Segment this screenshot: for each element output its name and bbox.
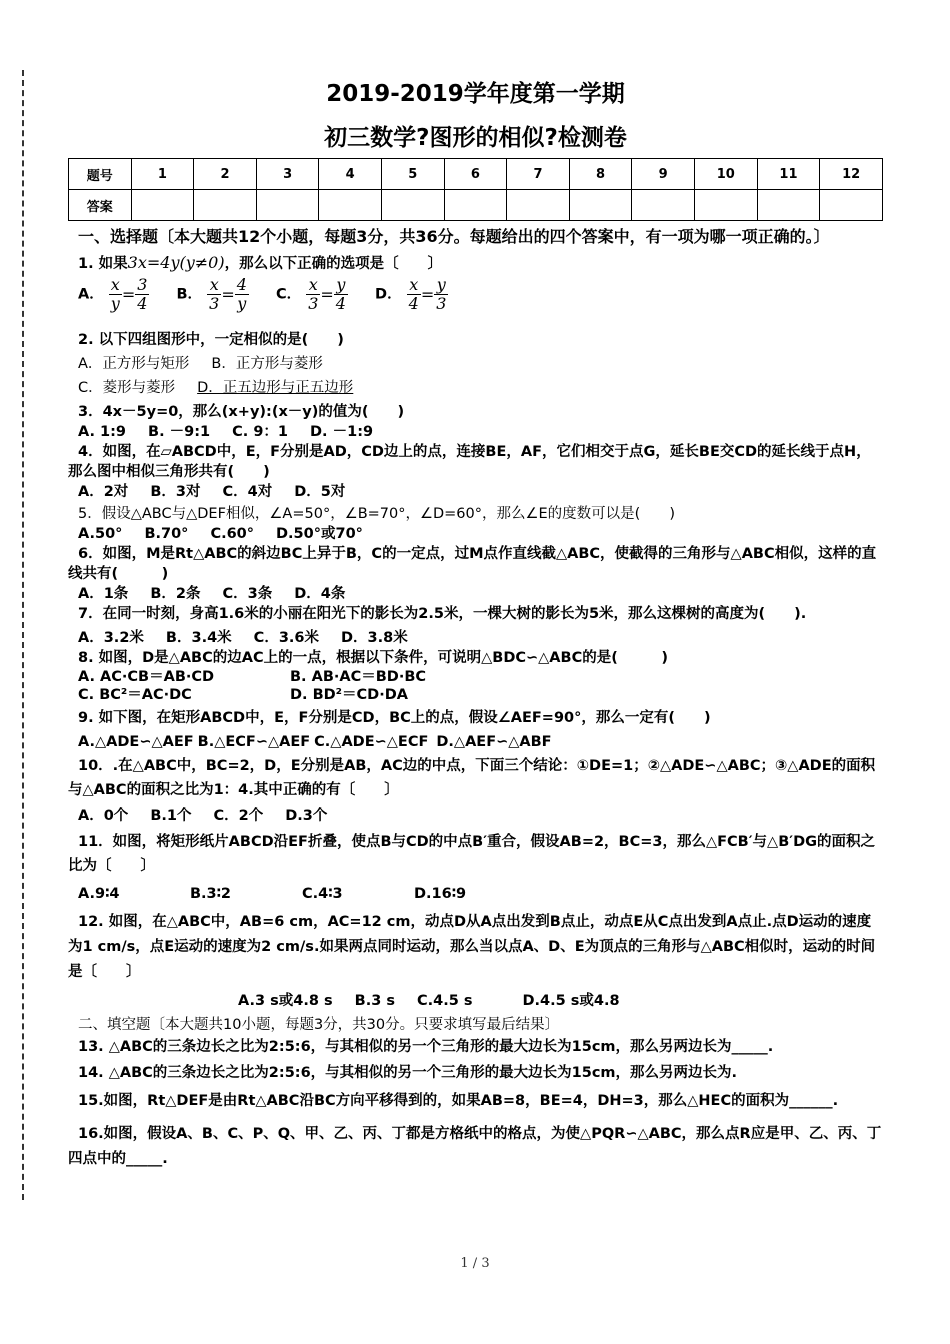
q2-option-b: B．正方形与菱形: [211, 356, 323, 372]
question-5-stem: 5．假设△ABC与△DEF相似，∠A=50°，∠B=70°，∠D=60°，那么∠E的度数可以是( ): [78, 506, 675, 522]
question-14: 14. △ABC的三条边长之比为2:5:6，与其相似的另一个三角形的最大边长为15cm，那么另两边长为.: [78, 1065, 738, 1081]
q1-option-d: D． $\frac{x}{4}$ = $\frac{y}{3}$: [375, 275, 447, 313]
answer-table-number: 4: [319, 159, 382, 190]
q8-option-b: B. AB·AC＝BD·BC: [290, 669, 427, 685]
question-15: 15.如图，Rt△DEF是由Rt△ABC沿BC方向平移得到的，如果AB=8，BE=4，DH=3，那么△HEC的面积为______.: [78, 1093, 839, 1109]
q1-option-label: B．: [176, 286, 203, 303]
q6-option: C．3条: [222, 586, 273, 602]
q6-option: B．2条: [150, 586, 201, 602]
q9-option: D.△AEF∽△ABF: [436, 734, 552, 750]
exam-page: [68, 72, 883, 1172]
question-10-options: [68, 806, 883, 826]
question-6-options: [68, 584, 883, 604]
question-8-stem: 8. 如图，D是△ABC的边AC上的一点，根据以下条件，可说明△BDC∽△ABC的是( ): [78, 650, 668, 666]
answer-table-row-label: 题号: [69, 159, 132, 190]
q1-suffix: ，那么以下正确的选项是〔 〕: [224, 256, 443, 272]
q12-option: A.3 s或4.8 s: [238, 993, 333, 1009]
question-8-options-row2: [68, 686, 883, 704]
q1-paren: (y≠0): [179, 253, 225, 272]
q11-option: D.16∶9: [414, 886, 467, 902]
page-title: 2019-2019学年度第一学期: [326, 81, 625, 107]
answer-table-number: 2: [194, 159, 257, 190]
question-2-options-row2: [68, 378, 883, 398]
q7-option: B．3.4米: [165, 630, 232, 646]
page-subtitle: 初三数学?图形的相似?检测卷: [324, 125, 627, 151]
q12-option: D.4.5 s或4.8: [522, 993, 620, 1009]
q5-option: C.60°: [210, 526, 255, 542]
q7-option: D．3.8米: [341, 630, 408, 646]
question-9-stem: 9. 如下图，在矩形ABCD中，E，F分别是CD，BC上的点，假设∠AEF=90°，那么一定有( ): [78, 710, 711, 726]
fraction: $\frac{y}{4}$: [335, 275, 346, 313]
q1-option-label: D．: [375, 286, 402, 303]
answer-table-number: 9: [632, 159, 695, 190]
fraction: $\frac{x}{y}$: [110, 275, 120, 313]
q3-option: B. －9:1: [148, 424, 211, 440]
q10-option: A．0个: [78, 808, 129, 824]
q2-option-c: C．菱形与菱形: [78, 380, 176, 396]
question-6-stem: 6．如图，M是Rt△ABC的斜边BC上异于B，C的一定点，过M点作直线截△ABC，使截得的三角形与△ABC相似，这样的直线共有( ): [68, 546, 877, 582]
q1-condition: 3x=4y: [127, 253, 180, 272]
question-5-options: [68, 524, 883, 544]
answer-cell[interactable]: [694, 190, 757, 221]
q2-option-d: D．正五边形与正五边形: [197, 380, 354, 396]
q4-option: B．3对: [150, 484, 201, 500]
q3-option: C. 9：1: [232, 424, 289, 440]
fraction: $\frac{4}{y}$: [236, 275, 247, 313]
q1-option-a: A． $\frac{x}{y}$ = $\frac{3}{4}$: [78, 275, 148, 313]
q8-option-c: C. BC²＝AC·DC: [78, 687, 192, 703]
section2-heading: 二、填空题〔本大题共10小题，每题3分，共30分。只要求填写最后结果〕: [78, 1017, 560, 1033]
answer-table-number: 11: [757, 159, 820, 190]
question-3-stem: 3．4x－5y=0，那么(x+y):(x－y)的值为( ): [78, 404, 405, 420]
q11-option: C.4∶3: [302, 886, 343, 902]
q7-option: C．3.6米: [253, 630, 319, 646]
q6-option: D．4条: [294, 586, 346, 602]
fraction: $\frac{x}{3}$: [308, 275, 319, 313]
answer-cell[interactable]: [507, 190, 570, 221]
q9-option: A.△ADE∽△AEF: [78, 734, 194, 750]
q9-option: B.△ECF∽△AEF: [197, 734, 311, 750]
q1-option-label: C．: [275, 286, 302, 303]
q4-option: C．4对: [222, 484, 273, 500]
q2-option-a: A．正方形与矩形: [78, 356, 190, 372]
q11-option: A.9∶4: [78, 886, 120, 902]
q10-option: D.3个: [285, 808, 328, 824]
q8-option-a: A. AC·CB＝AB·CD: [78, 669, 215, 685]
answer-table-number: 6: [444, 159, 507, 190]
answer-table-number-row: [69, 159, 883, 190]
question-7-stem: 7．在同一时刻，身高1.6米的小丽在阳光下的影长为2.5米，一棵大树的影长为5米，那么这棵树的高度为( ).: [78, 606, 807, 622]
q12-option: B.3 s: [354, 993, 395, 1009]
q10-option: B.1个: [150, 808, 192, 824]
q8-option-d: D. BD²＝CD·DA: [290, 687, 408, 703]
question-16: 16.如图，假设A、B、C、P、Q、甲、乙、丙、丁都是方格纸中的格点，为使△PQR∽△ABC，那么点R应是甲、乙、丙、丁四点中的_____.: [68, 1126, 882, 1167]
q1-option-c: C． $\frac{x}{3}$ = $\frac{y}{4}$: [275, 275, 346, 313]
answer-table-number: 1: [131, 159, 194, 190]
section1-heading: 一、选择题〔本大题共12个小题，每题3分，共36分。每题给出的四个答案中，有一项为哪一项正确的。〕: [78, 227, 830, 246]
question-2-stem: 2. 以下四组图形中，一定相似的是( ): [78, 332, 344, 348]
fraction: $\frac{y}{3}$: [436, 275, 447, 313]
answer-cell[interactable]: [444, 190, 507, 221]
q4-option: D．5对: [294, 484, 346, 500]
answer-table-number: 10: [694, 159, 757, 190]
question-9-options: [68, 732, 883, 752]
q1-option-label: A．: [78, 286, 104, 303]
q11-option: B.3∶2: [190, 886, 232, 902]
question-12-options: [68, 991, 883, 1011]
answer-cell[interactable]: [382, 190, 445, 221]
q1-option-b: B． $\frac{x}{3}$ = $\frac{4}{y}$: [176, 275, 247, 313]
question-1-options: [68, 276, 883, 324]
q3-option: A. 1:9: [78, 424, 127, 440]
answer-cell[interactable]: [757, 190, 820, 221]
fraction: $\frac{x}{3}$: [209, 275, 220, 313]
question-2-options-row1: [68, 354, 883, 374]
fraction: $\frac{3}{4}$: [137, 275, 148, 313]
q12-option: C.4.5 s: [416, 993, 473, 1009]
q6-option: A．1条: [78, 586, 129, 602]
q4-option: A．2对: [78, 484, 129, 500]
question-11-stem: 11．如图，将矩形纸片ABCD沿EF折叠，使点B与CD的中点B′重合，假设AB=2，BC=3，那么△FCB′与△B′DG的面积之比为〔 〕: [68, 834, 876, 874]
q3-option: D. －1:9: [310, 424, 374, 440]
q5-option: A.50°: [78, 526, 123, 542]
answer-table-number: 5: [382, 159, 445, 190]
page-number: 1 / 3: [460, 1256, 490, 1271]
answer-table-number: 3: [256, 159, 319, 190]
q9-option: C.△ADE∽△ECF: [314, 734, 429, 750]
question-12-stem: 12. 如图，在△ABC中，AB=6 cm，AC=12 cm，动点D从A点出发到B点止，动点E从C点出发到A点止.点D运动的速度为1 cm/s，点E运动的速度为2 cm/s.如果两点同时运动，那么当以点A、D、E为顶点的三角形与△ABC相似时，运动的时间是〔 〕: [68, 914, 876, 980]
question-8-options-row1: [68, 668, 883, 686]
answer-table-number: 7: [507, 159, 570, 190]
q1-prefix: 1. 如果: [78, 256, 128, 272]
answer-cell[interactable]: [194, 190, 257, 221]
answer-table-answer-row: [69, 190, 883, 221]
answer-table: [68, 158, 883, 221]
question-4-options: [68, 482, 883, 502]
answer-cell[interactable]: [319, 190, 382, 221]
answer-table-number: 8: [569, 159, 632, 190]
answer-table-number: 12: [820, 159, 883, 190]
question-13: 13. △ABC的三条边长之比为2:5:6，与其相似的另一个三角形的最大边长为15cm，那么另两边长为_____.: [78, 1039, 774, 1055]
answer-cell[interactable]: [569, 190, 632, 221]
q5-option: D.50°或70°: [276, 526, 363, 542]
question-4-stem: 4．如图，在▱ABCD中，E，F分别是AD，CD边上的点，连接BE，AF，它们相交于点G，延长BE交CD的延长线于点H，那么图中相似三角形共有( ): [68, 444, 871, 480]
question-11-options: [68, 884, 883, 904]
answer-cell[interactable]: [632, 190, 695, 221]
question-3-options: [68, 422, 883, 442]
answer-cell[interactable]: [256, 190, 319, 221]
answer-cell[interactable]: [131, 190, 194, 221]
q7-option: A．3.2米: [78, 630, 144, 646]
q5-option: B.70°: [144, 526, 189, 542]
answer-cell[interactable]: [820, 190, 883, 221]
fraction: $\frac{x}{4}$: [408, 275, 419, 313]
answer-table-row-label: 答案: [69, 190, 132, 221]
q10-option: C．2个: [213, 808, 264, 824]
binding-dashed-line: [22, 70, 24, 1200]
question-10-stem: 10．.在△ABC中，BC=2，D，E分别是AB，AC边的中点，下面三个结论：①DE=1；②△ADE∽△ABC；③△ADE的面积与△ABC的面积之比为1：4.其中正确的有〔 〕: [68, 758, 876, 798]
question-1-stem: [68, 253, 883, 274]
question-7-options: [68, 628, 883, 648]
